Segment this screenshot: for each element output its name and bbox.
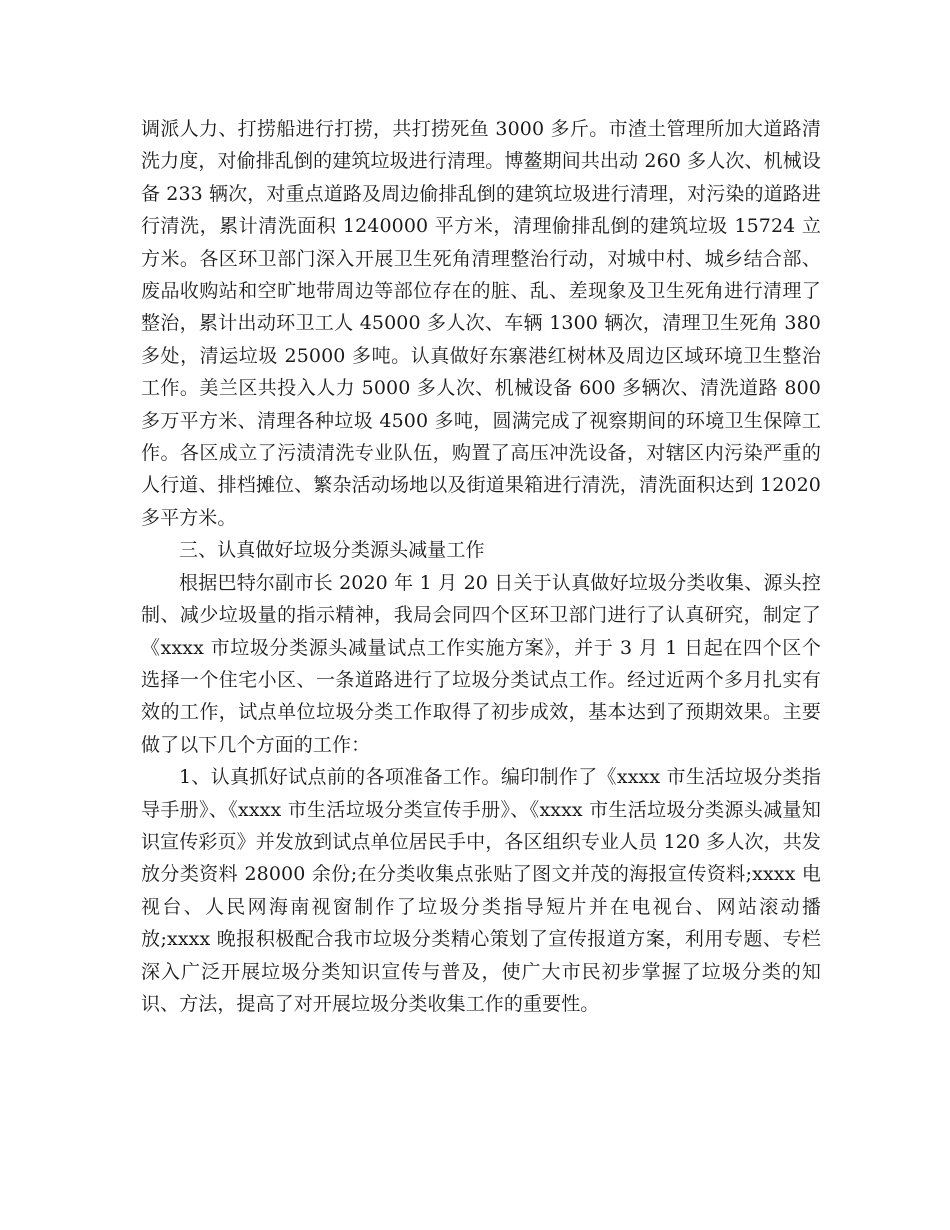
paragraph-sorting-pilot: 根据巴特尔副市长 2020 年 1 月 20 日关于认真做好垃圾分类收集、源头控制、减少垃圾量的指示精神，我局会同四个区环卫部门进行了认真研究，制定了《xxxx 市垃圾分类源头减量试点工作实施方案》，并于 3 月 1 日起在四个区个选择一个住宅小区、一条道路进行了垃圾分类试点工作。经过近两个多月扎实有效的工作，试点单位垃圾分类工作取得了初步成效，基本达到了预期效果。主要做了以下几个方面的工作： bbox=[141, 571, 821, 756]
section-heading-waste-sorting: 三、认真做好垃圾分类源头减量工作 bbox=[179, 539, 485, 562]
paragraph-preparation-work: 1、认真抓好试点前的各项准备工作。编印制作了《xxxx 市生活垃圾分类指导手册》、《xxxx 市生活垃圾分类宣传手册》、《xxxx 市生活垃圾分类源头减量知识宣传彩页》并发放到试点单位居民手中，各区组织专业人员 120 多人次，共发放分类资料 28000 余份;在分类收集点张贴了图文并茂的海报宣传资料;xxxx 电视台、人民网海南视窗制作了垃圾分类指导短片并在电视台、网站滚动播放;xxxx 晚报积极配合我市垃圾分类精心策划了宣传报道方案，利用专题、专栏深入广泛开展垃圾分类知识宣传与普及，使广大市民初步掌握了垃圾分类的知识、方法，提高了对开展垃圾分类收集工作的重要性。 bbox=[141, 766, 821, 1015]
paragraph-cleanup-continued: 调派人力、打捞船进行打捞，共打捞死鱼 3000 多斤。市渣土管理所加大道路清洗力度，对偷排乱倒的建筑垃圾进行清理。博鳌期间共出动 260 多人次、机械设备 233 辆次，对重点道路及周边偷排乱倒的建筑垃圾进行清理，对污染的道路进行清洗，累计清洗面积 1240000 平方米，清理偷排乱倒的建筑垃圾 15724 立方米。各区环卫部门深入开展卫生死角清理整治行动，对城中村、城乡结合部、废品收购站和空旷地带周边等部位存在的脏、乱、差现象及卫生死角进行清理了整治，累计出动环卫工人 45000 多人次、车辆 1300 辆次，清理卫生死角 380 多处，清运垃圾 25000 多吨。认真做好东寨港红树林及周边区域环境卫生整治工作。美兰区共投入人力 5000 多人次、机械设备 600 多辆次、清洗道路 800 多万平方米、清理各种垃圾 4500 多吨，圆满完成了视察期间的环境卫生保障工作。各区成立了污渍清洗专业队伍，购置了高压冲洗设备，对辖区内污染严重的人行道、排档摊位、繁杂活动场地以及街道果箱进行清洗，清洗面积达到 12020 多平方米。 bbox=[141, 118, 821, 529]
document-body bbox=[141, 113, 821, 1020]
